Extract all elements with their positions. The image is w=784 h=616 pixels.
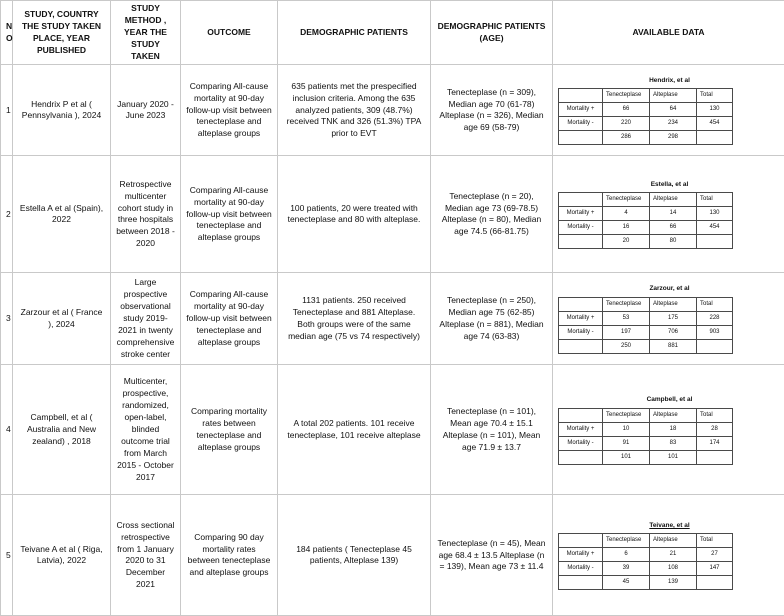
mini-row-label: Mortality - <box>559 436 603 450</box>
mini-value: 220 <box>603 117 650 131</box>
table-row <box>1 156 784 273</box>
mini-value: 454 <box>697 117 733 131</box>
column-header-outcome: OUTCOME <box>181 1 278 65</box>
cell-outcome: Comparing 90 day mortality rates between tenecteplase and alteplase groups <box>181 495 278 616</box>
table-row <box>1 365 784 495</box>
mini-row-label <box>559 131 603 145</box>
cell-study: Hendrix P et al ( Pennsylvania ), 2024 <box>13 65 111 156</box>
mini-table-title: Campbell, et al <box>560 395 779 404</box>
mini-value: 286 <box>603 131 650 145</box>
mini-value: 175 <box>650 311 697 325</box>
mini-table-title: Estella, et al <box>560 180 779 189</box>
mini-value: 18 <box>650 422 697 436</box>
cell-outcome: Comparing All-cause mortality at 90-day follow-up visit between tenecteplase and alteplase groups <box>181 65 278 156</box>
mini-value: 4 <box>603 207 650 221</box>
cell-row-number: 1 <box>1 65 13 156</box>
cell-demographic: 1131 patients. 250 received Tenecteplase and 881 Alteplase. Both groups were of the same median age (75 vs 74 respectively) <box>278 273 431 365</box>
cell-outcome: Comparing mortality rates between tenecteplase and alteplase groups <box>181 365 278 495</box>
cell-study: Estella A et al (Spain), 2022 <box>13 156 111 273</box>
column-header-method: STUDY METHOD , YEAR THE STUDY TAKEN <box>111 1 181 65</box>
mini-header-tenecteplase: Tenecteplase <box>603 297 650 311</box>
mini-header-blank <box>559 89 603 103</box>
mini-value: 45 <box>603 576 650 590</box>
mini-header-alteplase: Alteplase <box>650 89 697 103</box>
mini-table-title: Zarzour, et al <box>560 284 779 293</box>
mini-value: 83 <box>650 436 697 450</box>
mini-value <box>697 235 733 249</box>
mini-value: 80 <box>650 235 697 249</box>
mini-row-label: Mortality - <box>559 325 603 339</box>
cell-available-data <box>553 156 784 273</box>
mini-value: 139 <box>650 576 697 590</box>
mini-header-tenecteplase: Tenecteplase <box>603 408 650 422</box>
mini-value: 91 <box>603 436 650 450</box>
mini-row-label <box>559 450 603 464</box>
mini-value: 197 <box>603 325 650 339</box>
mini-value: 53 <box>603 311 650 325</box>
cell-row-number: 5 <box>1 495 13 616</box>
mortality-mini-table <box>558 88 733 145</box>
mini-row-label: Mortality + <box>559 207 603 221</box>
cell-row-number: 2 <box>1 156 13 273</box>
mini-header-total: Total <box>697 193 733 207</box>
column-header-no: NO <box>1 1 13 65</box>
cell-demographic: 635 patients met the prespecified inclusion criteria. Among the 635 analyzed patients, 309 (48.7%) received TNK and 326 (51.3%) TPA prior to EVT <box>278 65 431 156</box>
mini-value: 298 <box>650 131 697 145</box>
mini-header-blank <box>559 297 603 311</box>
mini-header-tenecteplase: Tenecteplase <box>603 193 650 207</box>
mini-header-blank <box>559 534 603 548</box>
mini-row-label <box>559 235 603 249</box>
mini-header-blank <box>559 193 603 207</box>
table-row <box>1 273 784 365</box>
cell-method: Large prospective observational study 2019-2021 in twenty comprehensive stroke center <box>111 273 181 365</box>
column-header-study: STUDY, COUNTRY THE STUDY TAKEN PLACE, YEAR PUBLISHED <box>13 1 111 65</box>
cell-study: Campbell, et al ( Australia and New zealand) , 2018 <box>13 365 111 495</box>
cell-outcome: Comparing All-cause mortality at 90-day follow-up visit between tenecteplase and alteplase groups <box>181 156 278 273</box>
cell-method: January 2020 - June 2023 <box>111 65 181 156</box>
cell-study: Zarzour et al ( France ), 2024 <box>13 273 111 365</box>
cell-row-number: 3 <box>1 273 13 365</box>
mini-value <box>697 576 733 590</box>
mini-value: 21 <box>650 548 697 562</box>
column-header-demographic-age: DEMOGRAPHIC PATIENTS (AGE) <box>431 1 553 65</box>
cell-study: Teivane A et al ( Riga, Latvia), 2022 <box>13 495 111 616</box>
mini-value: 881 <box>650 339 697 353</box>
mini-header-total: Total <box>697 89 733 103</box>
cell-demographic-age: Tenecteplase (n = 45), Mean age 68.4 ± 13.5 Alteplase (n = 139), Mean age 73 ± 11.4 <box>431 495 553 616</box>
cell-method: Cross sectional retrospective from 1 January 2020 to 31 December 2021 <box>111 495 181 616</box>
mini-value: 101 <box>603 450 650 464</box>
mini-row-label: Mortality + <box>559 422 603 436</box>
column-header-demographic: DEMOGRAPHIC PATIENTS <box>278 1 431 65</box>
mini-row-label: Mortality - <box>559 221 603 235</box>
mini-header-total: Total <box>697 408 733 422</box>
mini-table-title: Teivane, et al <box>560 521 779 530</box>
cell-available-data <box>553 495 784 616</box>
mini-row-label <box>559 576 603 590</box>
mortality-mini-table <box>558 297 733 354</box>
table-row <box>1 65 784 156</box>
cell-method: Retrospective multicenter cohort study in three hospitals between 2018 - 2020 <box>111 156 181 273</box>
mini-value: 101 <box>650 450 697 464</box>
mini-value: 28 <box>697 422 733 436</box>
mini-header-tenecteplase: Tenecteplase <box>603 534 650 548</box>
mini-value: 20 <box>603 235 650 249</box>
cell-demographic: A total 202 patients. 101 receive tenecteplase, 101 receive alteplase <box>278 365 431 495</box>
mini-value: 903 <box>697 325 733 339</box>
mini-row-label: Mortality + <box>559 103 603 117</box>
mini-value: 39 <box>603 562 650 576</box>
column-header-available-data: AVAILABLE DATA <box>553 1 784 65</box>
mini-header-alteplase: Alteplase <box>650 193 697 207</box>
mini-value: 16 <box>603 221 650 235</box>
cell-available-data <box>553 65 784 156</box>
mini-value <box>697 339 733 353</box>
mortality-mini-table <box>558 408 733 465</box>
cell-demographic-age: Tenecteplase (n = 309), Median age 70 (61-78) Alteplase (n = 326), Median age 69 (58-79) <box>431 65 553 156</box>
mini-value: 108 <box>650 562 697 576</box>
mini-value: 174 <box>697 436 733 450</box>
cell-method: Multicenter, prospective, randomized, open-label, blinded outcome trial from March 2015 - October 2017 <box>111 365 181 495</box>
mini-value: 228 <box>697 311 733 325</box>
mini-header-alteplase: Alteplase <box>650 408 697 422</box>
mini-value: 147 <box>697 562 733 576</box>
mini-header-blank <box>559 408 603 422</box>
mini-value: 66 <box>603 103 650 117</box>
mini-row-label: Mortality - <box>559 562 603 576</box>
mini-header-alteplase: Alteplase <box>650 297 697 311</box>
mini-value: 130 <box>697 207 733 221</box>
mini-header-total: Total <box>697 297 733 311</box>
cell-demographic: 184 patients ( Tenecteplase 45 patients, Alteplase 139) <box>278 495 431 616</box>
mini-table-title: Hendrix, et al <box>560 76 779 85</box>
mini-header-alteplase: Alteplase <box>650 534 697 548</box>
mini-value <box>697 131 733 145</box>
cell-available-data <box>553 273 784 365</box>
mini-value: 706 <box>650 325 697 339</box>
mini-row-label <box>559 339 603 353</box>
mini-value: 130 <box>697 103 733 117</box>
mini-value: 27 <box>697 548 733 562</box>
cell-outcome: Comparing All-cause mortality at 90-day follow-up visit between tenecteplase and alteplase groups <box>181 273 278 365</box>
cell-row-number: 4 <box>1 365 13 495</box>
mini-value: 6 <box>603 548 650 562</box>
header-row <box>1 1 784 65</box>
mini-header-total: Total <box>697 534 733 548</box>
mini-value: 250 <box>603 339 650 353</box>
cell-demographic-age: Tenecteplase (n = 250), Median age 75 (62-85) Alteplase (n = 881), Median age 74 (63-83) <box>431 273 553 365</box>
cell-demographic: 100 patients, 20 were treated with tenecteplase and 80 with alteplase. <box>278 156 431 273</box>
mini-value <box>697 450 733 464</box>
mini-value: 14 <box>650 207 697 221</box>
mini-value: 10 <box>603 422 650 436</box>
mini-row-label: Mortality - <box>559 117 603 131</box>
table-row <box>1 495 784 616</box>
mortality-mini-table <box>558 192 733 249</box>
mini-value: 66 <box>650 221 697 235</box>
mini-row-label: Mortality + <box>559 548 603 562</box>
mini-value: 454 <box>697 221 733 235</box>
mortality-mini-table <box>558 533 733 590</box>
mini-row-label: Mortality + <box>559 311 603 325</box>
mini-value: 64 <box>650 103 697 117</box>
mini-header-tenecteplase: Tenecteplase <box>603 89 650 103</box>
mini-value: 234 <box>650 117 697 131</box>
cell-demographic-age: Tenecteplase (n = 20), Median age 73 (69-78.5) Alteplase (n = 80), Median age 74.5 (66-81.75) <box>431 156 553 273</box>
cell-available-data <box>553 365 784 495</box>
cell-demographic-age: Tenecteplase (n = 101), Mean age 70.4 ± 15.1 Alteplase (n = 101), Mean age 71.9 ± 13.7 <box>431 365 553 495</box>
